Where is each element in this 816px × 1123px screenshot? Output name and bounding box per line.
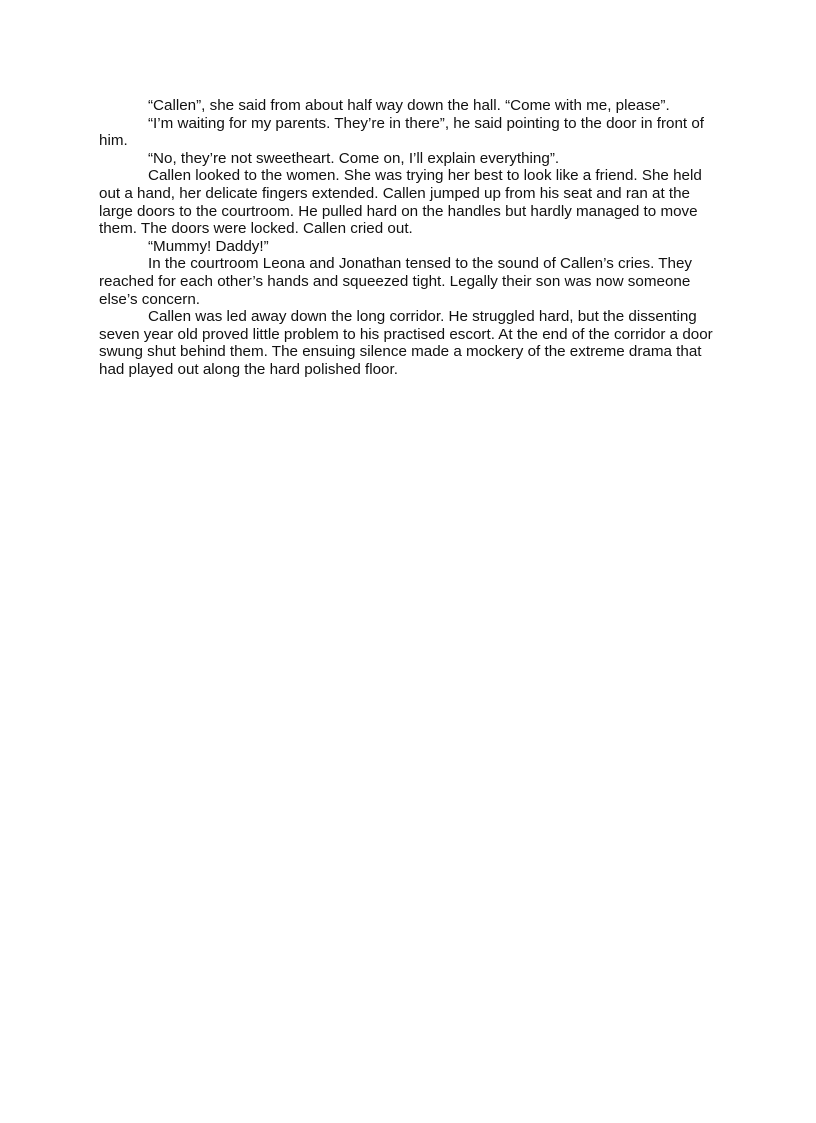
paragraph: “No, they’re not sweetheart. Come on, I’ll explain everything”. [148,149,560,167]
paragraph: Callen was led away down the long corridor. He struggled hard, but the dissenting seven year old proved little problem to his practised escort. At the end of the corridor a door swung shut behind them. The ensuing silence made a mockery of the extreme drama that had played out along the hard polished floor. [99,308,713,378]
paragraph: “I’m waiting for my parents. They’re in there”, he said pointing to the door in front of him. [99,114,705,150]
paragraph: “Callen”, she said from about half way down the hall. “Come with me, please”. [148,97,670,114]
paragraph: In the courtroom Leona and Jonathan tensed to the sound of Callen’s cries. They reached for each other’s hands and squeezed tight. Legally their son was now someone else’s concern. [99,255,693,308]
paragraph: Callen looked to the women. She was trying her best to look like a friend. She held out a hand, her delicate fingers extended. Callen jumped up from his seat and ran at the large doors to the courtroom. He pulled hard on the handles but hardly managed to move them. The doors were locked. Callen cried out. [99,167,702,238]
story-text [99,97,723,379]
paragraph: “Mummy! Daddy!” [148,237,269,255]
